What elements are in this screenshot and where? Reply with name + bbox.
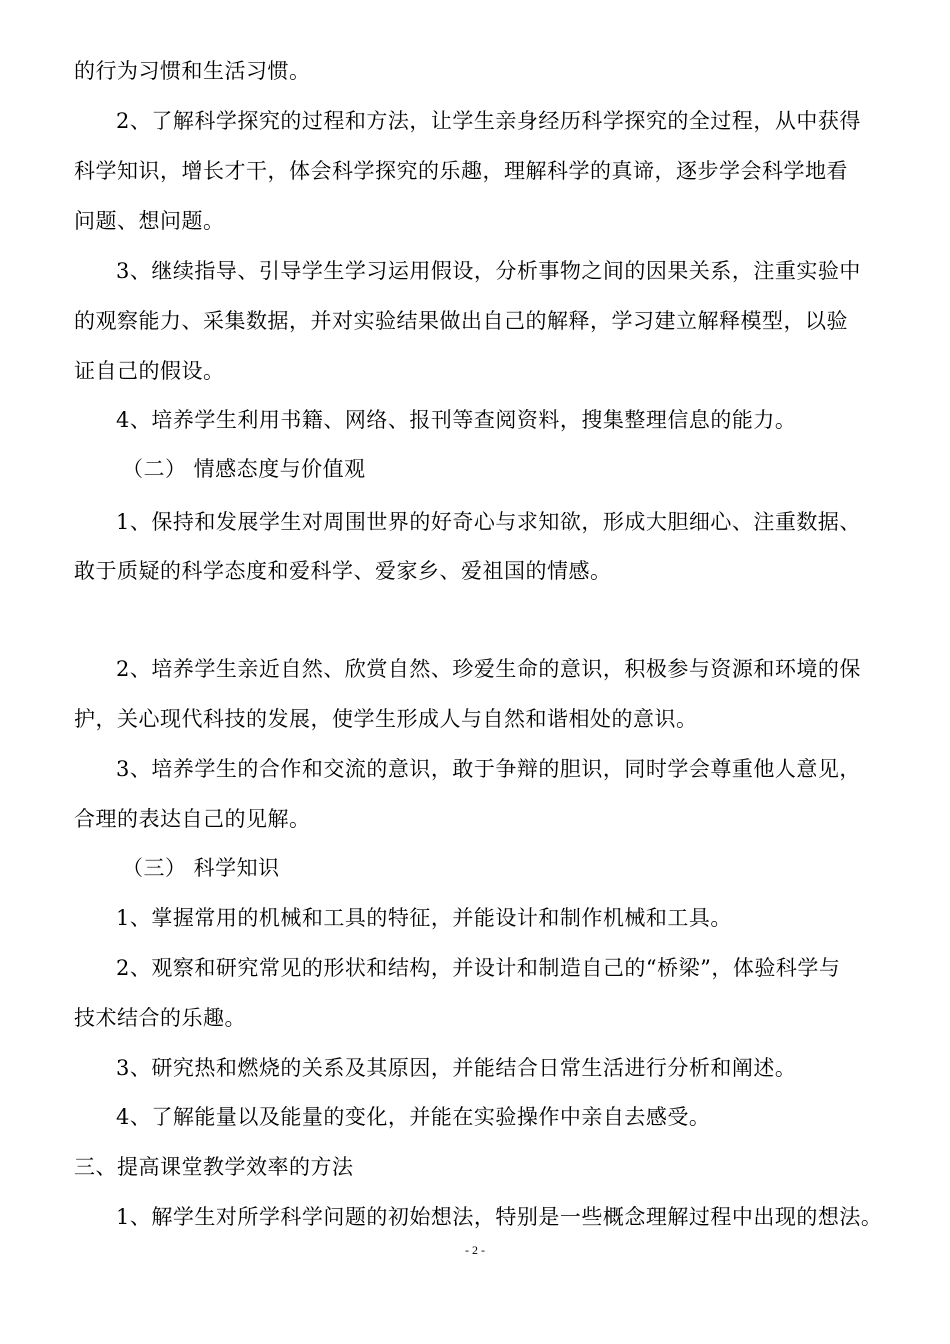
paragraph-line: 4、了解能量以及能量的变化，并能在实验操作中亲自去感受。 <box>116 1105 711 1129</box>
paragraph-line: 2、了解科学探究的过程和方法，让学生亲身经历科学探究的全过程，从中获得 <box>116 109 861 133</box>
paragraph-line: 2、培养学生亲近自然、欣赏自然、珍爱生命的意识，积极参与资源和环境的保 <box>116 657 861 681</box>
section-heading: 三、提高课堂教学效率的方法 <box>74 1155 354 1179</box>
paragraph-line: 护，关心现代科技的发展，使学生形成人与自然和谐相处的意识。 <box>74 707 698 731</box>
paragraph-line: 证自己的假设。 <box>74 359 225 383</box>
section-heading: （二） 情感态度与价值观 <box>122 457 366 481</box>
page-number: - 2 - <box>465 1243 485 1257</box>
paragraph-line: 的观察能力、采集数据，并对实验结果做出自己的解释，学习建立解释模型，以验 <box>74 309 848 333</box>
paragraph-line: 4、培养学生利用书籍、网络、报刊等查阅资料，搜集整理信息的能力。 <box>116 408 797 432</box>
paragraph-line: 2、观察和研究常见的形状和结构，并设计和制造自己的“桥梁”，体验科学与 <box>116 956 841 980</box>
paragraph-line: 1、掌握常用的机械和工具的特征，并能设计和制作机械和工具。 <box>116 906 732 930</box>
paragraph-line: 技术结合的乐趣。 <box>74 1006 246 1030</box>
paragraph-line: 合理的表达自己的见解。 <box>74 807 311 831</box>
paragraph-line: 1、解学生对所学科学问题的初始想法，特别是一些概念理解过程中出现的想法。 <box>116 1205 883 1229</box>
paragraph-line: 3、研究热和燃烧的关系及其原因，并能结合日常生活进行分析和阐述。 <box>116 1056 797 1080</box>
paragraph-line: 1、保持和发展学生对周围世界的好奇心与求知欲，形成大胆细心、注重数据、 <box>116 510 861 534</box>
paragraph-line: 科学知识，增长才干，体会科学探究的乐趣，理解科学的真谛，逐步学会科学地看 <box>74 159 848 183</box>
paragraph-line: 问题、想问题。 <box>74 209 225 233</box>
paragraph-line: 敢于质疑的科学态度和爱科学、爱家乡、爱祖国的情感。 <box>74 559 612 583</box>
paragraph-line: 3、继续指导、引导学生学习运用假设，分析事物之间的因果关系，注重实验中 <box>116 259 861 283</box>
paragraph-line: 3、培养学生的合作和交流的意识，敢于争辩的胆识，同时学会尊重他人意见， <box>116 757 861 781</box>
paragraph-line: 的行为习惯和生活习惯。 <box>74 59 311 83</box>
section-heading: （三） 科学知识 <box>122 856 280 880</box>
